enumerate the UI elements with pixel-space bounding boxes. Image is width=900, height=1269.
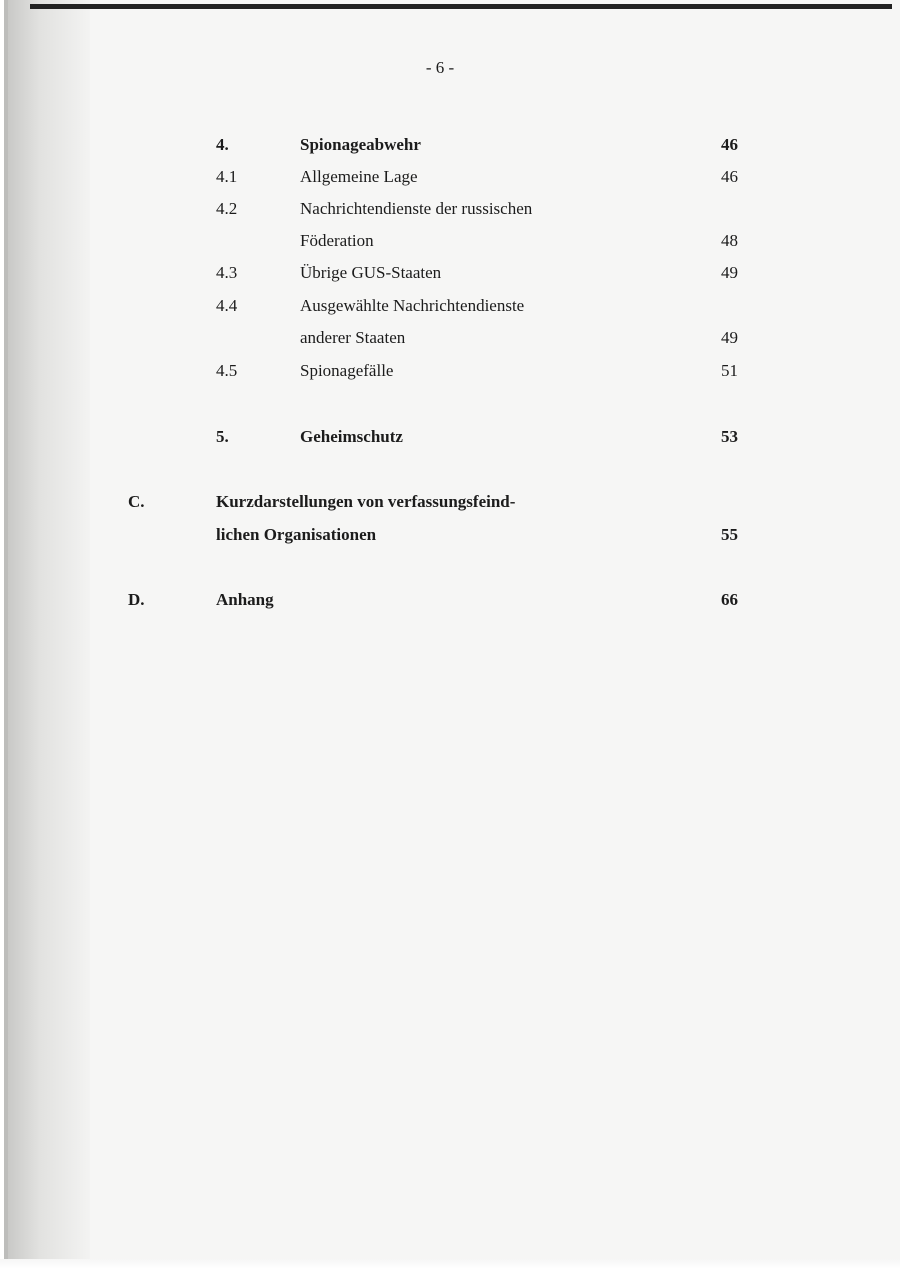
toc-title-4-4-line2: anderer Staaten [300, 328, 406, 347]
toc-number-4-3: 4.3 [216, 263, 238, 282]
scan-spine-edge [4, 0, 8, 1269]
toc-number-5: 5. [216, 427, 229, 446]
toc-page-4-5: 51 [721, 361, 738, 380]
toc-title-c-line2: lichen Organisationen [216, 525, 377, 544]
toc-number-d: D. [128, 590, 145, 609]
toc-page-4-4: 49 [721, 328, 738, 347]
toc-title-c-line1: Kurzdarstellungen von verfassungsfeind- [216, 492, 516, 511]
toc-title-4-1: Allgemeine Lage [300, 167, 418, 186]
toc-page-4-3: 49 [721, 263, 738, 282]
toc-title-4: Spionageabwehr [300, 135, 421, 154]
toc-number-4: 4. [216, 135, 229, 154]
scan-bottom-edge [0, 1259, 900, 1269]
toc-page-4-2: 48 [721, 231, 738, 250]
toc-title-4-2-line1: Nachrichtendienste der russischen [300, 199, 533, 218]
toc-title-d: Anhang [216, 590, 274, 609]
toc-title-5: Geheimschutz [300, 427, 403, 446]
toc-title-4-4-line1: Ausgewählte Nachrichtendienste [300, 296, 525, 315]
toc-page-4: 46 [721, 135, 738, 154]
toc-page-c: 55 [721, 525, 738, 544]
toc-number-4-1: 4.1 [216, 167, 238, 186]
scan-top-border [30, 4, 892, 9]
toc-title-4-3: Übrige GUS-Staaten [300, 263, 442, 282]
toc-title-4-2-line2: Föderation [300, 231, 374, 250]
toc-title-4-5: Spionagefälle [300, 361, 394, 380]
scan-left-shadow [0, 0, 90, 1269]
toc-number-4-2: 4.2 [216, 199, 238, 218]
toc-number-c: C. [128, 492, 145, 511]
toc-number-4-5: 4.5 [216, 361, 238, 380]
toc-number-4-4: 4.4 [216, 296, 238, 315]
toc-page-d: 66 [721, 590, 738, 609]
toc-page-5: 53 [721, 427, 738, 446]
toc-page-4-1: 46 [721, 167, 738, 186]
page-number: - 6 - [425, 58, 455, 77]
